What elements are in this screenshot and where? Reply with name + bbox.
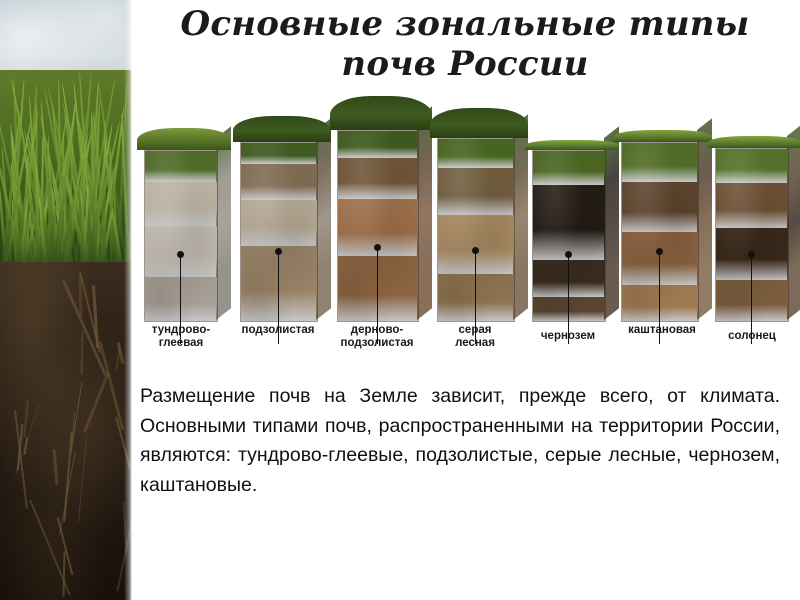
soil-column-face bbox=[337, 130, 419, 322]
body-text-block bbox=[132, 382, 794, 501]
soil-root bbox=[78, 438, 87, 521]
soil-photo bbox=[0, 262, 132, 600]
vegetation-cap bbox=[137, 128, 231, 150]
soil-column-label-line: тундрово- bbox=[151, 324, 211, 336]
soil-column-face bbox=[715, 148, 789, 322]
soil-root bbox=[98, 341, 124, 431]
soil-column-label-line: глеевая bbox=[158, 336, 204, 349]
vegetation-cap bbox=[330, 96, 432, 130]
soil-root bbox=[17, 424, 24, 471]
soil-column bbox=[715, 148, 787, 320]
soil-root bbox=[62, 280, 107, 376]
soil-texture-overlay bbox=[533, 151, 605, 321]
soil-root bbox=[79, 272, 101, 353]
strip-fade-edge bbox=[124, 0, 132, 600]
soil-column-label bbox=[710, 330, 794, 343]
soil-column-side bbox=[417, 106, 432, 320]
vegetation-cap bbox=[525, 140, 619, 150]
soil-column-side bbox=[604, 126, 619, 320]
soil-texture-overlay bbox=[241, 143, 317, 321]
soil-root bbox=[29, 499, 71, 595]
soil-root bbox=[79, 275, 83, 317]
soil-column-side bbox=[697, 118, 712, 320]
vegetation-cap bbox=[430, 108, 528, 138]
soil-root bbox=[15, 404, 40, 475]
soil-root bbox=[24, 437, 29, 455]
grass-blade bbox=[102, 120, 105, 270]
soil-column-face bbox=[532, 150, 606, 322]
soil-root bbox=[63, 433, 72, 523]
soil-column-label-line: подзолистая bbox=[340, 336, 414, 349]
vegetation-cap bbox=[708, 136, 800, 148]
soil-root bbox=[72, 411, 75, 442]
soil-column-label bbox=[614, 324, 710, 337]
soil-root bbox=[52, 449, 57, 485]
soil-texture-overlay bbox=[438, 139, 514, 321]
soil-column-label bbox=[430, 324, 520, 350]
soil-column-face bbox=[437, 138, 515, 322]
soil-root bbox=[59, 451, 76, 535]
soil-column-side bbox=[316, 118, 331, 320]
soil-root bbox=[117, 342, 125, 364]
soil-column-label bbox=[138, 324, 224, 350]
soil-texture-overlay bbox=[622, 143, 698, 321]
soil-root bbox=[81, 331, 84, 375]
soil-column-label-line: серая bbox=[458, 324, 492, 336]
soil-root bbox=[23, 400, 29, 438]
body-paragraph: Размещение почв на Земле зависит, прежде всего, от климата. Основными типами почв, распространенными на территории России, являются: тундрово-глеевые, подзолистые, серые лесные, чернозем, каштановые. bbox=[140, 385, 780, 496]
left-photo-strip bbox=[0, 0, 132, 600]
soil-root bbox=[57, 516, 74, 575]
soil-column-face bbox=[240, 142, 318, 322]
soil-column bbox=[144, 150, 216, 320]
soil-column-label-line: каштановая bbox=[628, 324, 696, 336]
grass-photo bbox=[0, 70, 132, 270]
soil-column bbox=[621, 142, 697, 320]
soil-column-label bbox=[524, 330, 612, 343]
soil-column-label bbox=[328, 324, 426, 350]
soil-column-label bbox=[232, 324, 324, 337]
page-title: Основные зональные типы почв России bbox=[180, 4, 750, 85]
soil-column bbox=[337, 130, 417, 320]
soil-root bbox=[14, 411, 28, 509]
vegetation-cap bbox=[233, 116, 331, 142]
soil-column-label-line: чернозем bbox=[540, 330, 596, 342]
soil-column bbox=[532, 150, 604, 320]
soil-root bbox=[62, 551, 65, 597]
soil-texture-overlay bbox=[338, 131, 418, 321]
soil-column-label-line: лесная bbox=[455, 336, 495, 349]
soil-root bbox=[115, 348, 121, 371]
soil-root bbox=[71, 381, 83, 453]
soil-columns-diagram bbox=[132, 108, 800, 368]
soil-column-side bbox=[216, 126, 231, 320]
soil-column-label-line: солонец bbox=[728, 330, 776, 342]
soil-column-label-line: подзолистая bbox=[241, 324, 315, 336]
soil-root bbox=[83, 371, 109, 432]
soil-column-face bbox=[621, 142, 699, 322]
soil-column bbox=[437, 138, 513, 320]
soil-texture-overlay bbox=[716, 149, 788, 321]
soil-texture-overlay bbox=[145, 151, 217, 321]
soil-column-face bbox=[144, 150, 218, 322]
soil-column-label-line: дерново- bbox=[350, 324, 404, 336]
vegetation-cap bbox=[614, 130, 712, 142]
soil-root bbox=[92, 285, 99, 348]
soil-column bbox=[240, 142, 316, 320]
